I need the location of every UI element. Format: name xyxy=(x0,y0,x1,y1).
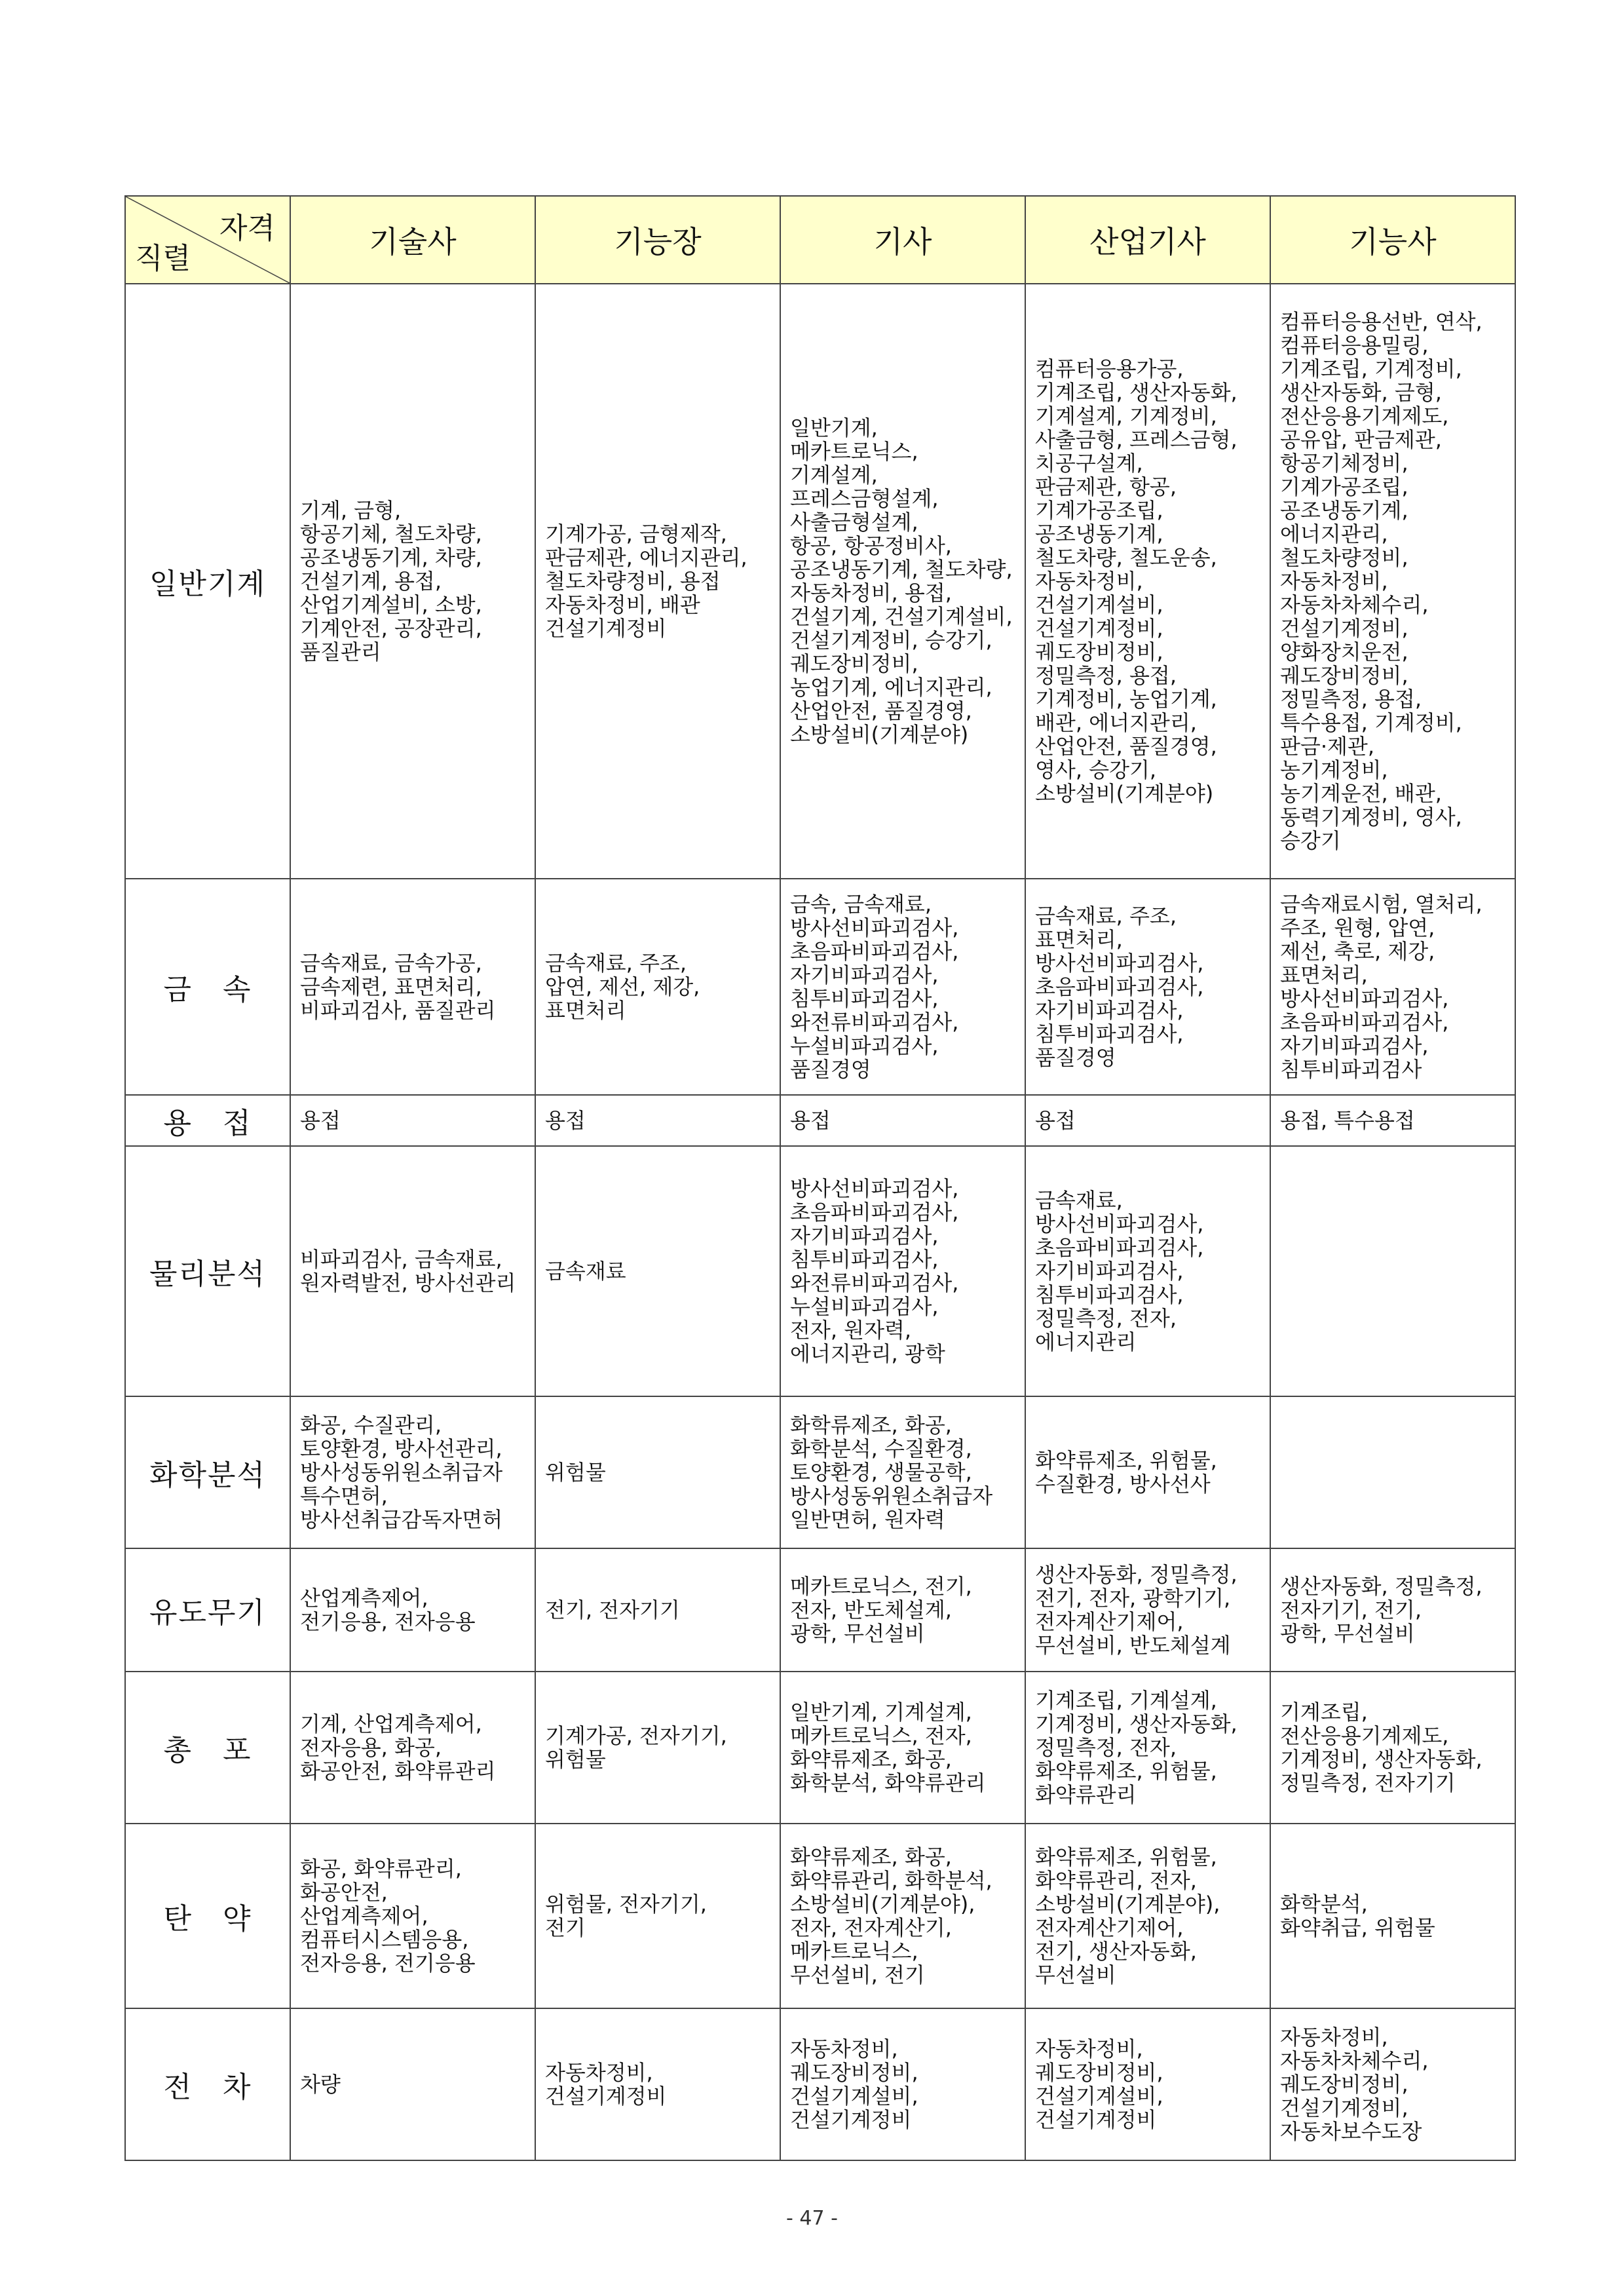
qualification-table xyxy=(124,195,1516,2161)
table-cell: 금속재료, 주조, 압연, 제선, 제강, 표면처리 xyxy=(535,879,780,1095)
column-header: 기능사 xyxy=(1270,196,1515,284)
table-cell: 금속재료, 주조, 표면처리, 방사선비파괴검사, 초음파비파괴검사, 자기비파괴검사, 침투비파괴검사, 품질경영 xyxy=(1025,879,1270,1095)
row-header: 금 속 xyxy=(125,879,290,1095)
table-cell: 기계, 금형, 항공기체, 철도차량, 공조냉동기계, 차량, 건설기계, 용접, 산업기계설비, 소방, 기계안전, 공장관리, 품질관리 xyxy=(290,284,535,879)
row-header: 탄 약 xyxy=(125,1824,290,2008)
table-cell: 기계가공, 전자기기, 위험물 xyxy=(535,1672,780,1824)
table-row xyxy=(125,1396,1515,1548)
table-cell: 화약류제조, 위험물, 화약류관리, 전자, 소방설비(기계분야), 전자계산기제어, 전기, 생산자동화, 무선설비 xyxy=(1025,1824,1270,2008)
row-header: 용 접 xyxy=(125,1095,290,1146)
table-cell: 비파괴검사, 금속재료, 원자력발전, 방사선관리 xyxy=(290,1146,535,1396)
table-cell: 금속재료, 금속가공, 금속제련, 표면처리, 비파괴검사, 품질관리 xyxy=(290,879,535,1095)
corner-label-qualification: 자격 xyxy=(219,212,275,245)
table-cell: 화공, 수질관리, 토양환경, 방사선관리, 방사성동위원소취급자 특수면허, 방사선취급감독자면허 xyxy=(290,1396,535,1548)
table-row xyxy=(125,1095,1515,1146)
table-cell: 자동차정비, 궤도장비정비, 건설기계설비, 건설기계정비 xyxy=(1025,2008,1270,2160)
table-cell: 일반기계, 메카트로닉스, 기계설계, 프레스금형설계, 사출금형설계, 항공, 항공정비사, 공조냉동기계, 철도차량, 자동차정비, 용접, 건설기계, 건설기계설비, 건설기계정비, 승강기, 궤도장비정비, 농업기계, 에너지관리, 산업안전, 품질경영, 소방설비(기계분야) xyxy=(780,284,1025,879)
table-cell: 기계조립, 기계설계, 기계정비, 생산자동화, 정밀측정, 전자, 화약류제조, 위험물, 화약류관리 xyxy=(1025,1672,1270,1824)
table-cell: 생산자동화, 정밀측정, 전기, 전자, 광학기기, 전자계산기제어, 무선설비, 반도체설계 xyxy=(1025,1548,1270,1672)
table-cell: 메카트로닉스, 전기, 전자, 반도체설계, 광학, 무선설비 xyxy=(780,1548,1025,1672)
table-row xyxy=(125,1146,1515,1396)
table-cell: 기계가공, 금형제작, 판금제관, 에너지관리, 철도차량정비, 용접 자동차정비, 배관 건설기계정비 xyxy=(535,284,780,879)
table-cell: 산업계측제어, 전기응용, 전자응용 xyxy=(290,1548,535,1672)
table-cell: 차량 xyxy=(290,2008,535,2160)
column-header: 기사 xyxy=(780,196,1025,284)
table-cell: 용접 xyxy=(290,1095,535,1146)
table-cell: 자동차정비, 궤도장비정비, 건설기계설비, 건설기계정비 xyxy=(780,2008,1025,2160)
row-header: 화학분석 xyxy=(125,1396,290,1548)
table-cell: 자동차정비, 자동차차체수리, 궤도장비정비, 건설기계정비, 자동차보수도장 xyxy=(1270,2008,1515,2160)
table-cell: 기계조립, 전산응용기계제도, 기계정비, 생산자동화, 정밀측정, 전자기기 xyxy=(1270,1672,1515,1824)
corner-label-series: 직렬 xyxy=(135,242,191,275)
table-cell: 자동차정비, 건설기계정비 xyxy=(535,2008,780,2160)
table-cell: 용접 xyxy=(1025,1095,1270,1146)
table-cell: 금속재료시험, 열처리, 주조, 원형, 압연, 제선, 축로, 제강, 표면처리, 방사선비파괴검사, 초음파비파괴검사, 자기비파괴검사, 침투비파괴검사 xyxy=(1270,879,1515,1095)
table-cell: 화약류제조, 위험물, 수질환경, 방사선사 xyxy=(1025,1396,1270,1548)
table-cell xyxy=(1270,1146,1515,1396)
table-cell: 컴퓨터응용가공, 기계조립, 생산자동화, 기계설계, 기계정비, 사출금형, 프레스금형, 치공구설계, 판금제관, 항공, 기계가공조립, 공조냉동기계, 철도차량, 철도운송, 자동차정비, 건설기계설비, 건설기계정비, 궤도장비정비, 정밀측정, 용접, 기계정비, 농업기계, 배관, 에너지관리, 산업안전, 품질경영, 영사, 승강기, 소방설비(기계분야) xyxy=(1025,284,1270,879)
table-cell xyxy=(1270,1396,1515,1548)
table-row xyxy=(125,879,1515,1095)
table-row xyxy=(125,284,1515,879)
table-cell: 방사선비파괴검사, 초음파비파괴검사, 자기비파괴검사, 침투비파괴검사, 와전류비파괴검사, 누설비파괴검사, 전자, 원자력, 에너지관리, 광학 xyxy=(780,1146,1025,1396)
column-header: 기능장 xyxy=(535,196,780,284)
table-cell: 용접 xyxy=(780,1095,1025,1146)
table-cell: 화학류제조, 화공, 화학분석, 수질환경, 토양환경, 생물공학, 방사성동위원소취급자 일반면허, 원자력 xyxy=(780,1396,1025,1548)
column-header: 기술사 xyxy=(290,196,535,284)
table-cell: 전기, 전자기기 xyxy=(535,1548,780,1672)
table-cell: 위험물, 전자기기, 전기 xyxy=(535,1824,780,2008)
table-cell: 일반기계, 기계설계, 메카트로닉스, 전자, 화약류제조, 화공, 화학분석, 화약류관리 xyxy=(780,1672,1025,1824)
table-cell: 용접, 특수용접 xyxy=(1270,1095,1515,1146)
row-header: 총 포 xyxy=(125,1672,290,1824)
table-cell: 화공, 화약류관리, 화공안전, 산업계측제어, 컴퓨터시스템응용, 전자응용, 전기응용 xyxy=(290,1824,535,2008)
table-cell: 금속, 금속재료, 방사선비파괴검사, 초음파비파괴검사, 자기비파괴검사, 침투비파괴검사, 와전류비파괴검사, 누설비파괴검사, 품질경영 xyxy=(780,879,1025,1095)
table-row xyxy=(125,1824,1515,2008)
row-header: 물리분석 xyxy=(125,1146,290,1396)
table-cell: 금속재료 xyxy=(535,1146,780,1396)
table-row xyxy=(125,2008,1515,2160)
table-cell: 금속재료, 방사선비파괴검사, 초음파비파괴검사, 자기비파괴검사, 침투비파괴검사, 정밀측정, 전자, 에너지관리 xyxy=(1025,1146,1270,1396)
row-header: 전 차 xyxy=(125,2008,290,2160)
table-cell: 화학분석, 화약취급, 위험물 xyxy=(1270,1824,1515,2008)
corner-header-cell xyxy=(125,196,290,284)
row-header: 일반기계 xyxy=(125,284,290,879)
table-cell: 용접 xyxy=(535,1095,780,1146)
row-header: 유도무기 xyxy=(125,1548,290,1672)
page-number: - 47 - xyxy=(786,2207,838,2230)
table-cell: 생산자동화, 정밀측정, 전자기기, 전기, 광학, 무선설비 xyxy=(1270,1548,1515,1672)
table-cell: 위험물 xyxy=(535,1396,780,1548)
table-cell: 화약류제조, 화공, 화약류관리, 화학분석, 소방설비(기계분야), 전자, 전자계산기, 메카트로닉스, 무선설비, 전기 xyxy=(780,1824,1025,2008)
header-row xyxy=(125,196,1515,284)
table-cell: 컴퓨터응용선반, 연삭, 컴퓨터응용밀링, 기계조립, 기계정비, 생산자동화, 금형, 전산응용기계제도, 공유압, 판금제관, 항공기체정비, 기계가공조립, 공조냉동기계, 에너지관리, 철도차량정비, 자동차정비, 자동차차체수리, 건설기계정비, 양화장치운전, 궤도장비정비, 정밀측정, 용접, 특수용접, 기계정비, 판금·제관, 농기계정비, 농기계운전, 배관, 동력기계정비, 영사, 승강기 xyxy=(1270,284,1515,879)
table-row xyxy=(125,1548,1515,1672)
table-row xyxy=(125,1672,1515,1824)
column-header: 산업기사 xyxy=(1025,196,1270,284)
table-cell: 기계, 산업계측제어, 전자응용, 화공, 화공안전, 화약류관리 xyxy=(290,1672,535,1824)
